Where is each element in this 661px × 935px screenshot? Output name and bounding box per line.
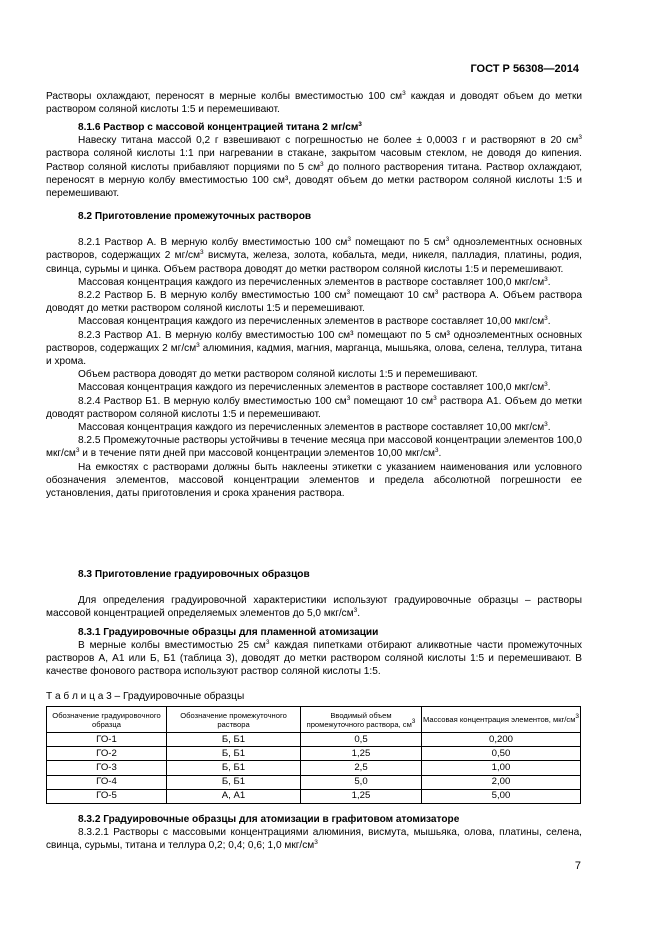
table-header: Обозначение промежуточного раствора <box>167 707 301 733</box>
table-header: Обозначение градуировочного образца <box>47 707 167 733</box>
section-8-1-5-end: Растворы охлаждают, переносят в мерные колбы вместимостью 100 $см^3$ каждая и доводят объем до метки раствором соляной кислоты 1:5 и перемешивают. <box>46 90 583 116</box>
table-caption: Т а б л и ц а 3 – Градуировочные образцы <box>46 691 245 702</box>
section-8-2: 8.2 Приготовление промежуточных растворов 8.2.1 Раствор А. В мерную колбу вместимостью 100 $см^3$ помещают по 5 $см^3$ одноэлементных основных растворов, содержащих 2 $мг/см^3$ висмута, железа, золота, кобальта, меди, никеля, палладия, платины, родия, свинца, сурьмы и цинка. Объем раствора доводят до метки раствором соляной кислоты 1:5 и перемешивают. Массовая концентрация каждого из перечисленных элементов в растворе составляет 100,0 мкг/$см^3$. 8.2.2 Раствор Б. В мерную колбу вместимостью 100 $см^3$ помещают 10 $см^3$ раствора А. Объем раствора доводят до метки раствором соляной кислоты 1:5 и перемешивают. Массовая концентрация каждого из перечисленных элементов в растворе составляет 10,00 мкг/$см^3$. 8.2.3 Раствор А1. В мерную колбу вместимостью 100 см³ помещают по 5 см³ одноэлементных основных растворов, содержащих 2 $мг/см^3$ алюминия, кадмия, магния, марганца, мышьяка, олова, селена, теллура, титана и хрома. Объем раствора доводят до метки раствором соляной кислоты 1:5 и перемешивают. Массовая концентрация каждого из перечисленных элементов в растворе составляет 100,0 мкг/$см^3$. 8.2.4 Раствор Б1. В мерную колбу вместимостью 100 $см^3$ помещают 10 $см^3$ раствора А1. Объем до метки доводят раствором соляной кислоты 1:5 и перемешивают. Массовая концентрация каждого из перечисленных элементов в растворе составляет 10,00 мкг/$см^3$. 8.2.5 Промежуточные растворы устойчивы в течение месяца при массовой концентрации элементов 100,0 мкг/$см^3$ и в течение пяти дней при массовой концентрации элементов 10,00 мкг/$см^3$. На емкостях с растворами должны быть наклеены этикетки с указанием наименования или условного обозначения элементов, массовой концентрации элементов и предела абсолютной погрешности ее установления, даты приготовления и срока хранения раствора. <box>46 211 583 500</box>
calibration-table <box>46 706 581 804</box>
document-header: ГОСТ Р 56308—2014 <box>470 63 579 75</box>
table-row: ГО-5 А, А1 1,25 5,00 <box>47 789 581 803</box>
table-header: Вводимый объем промежуточного раствора, $см^3$ <box>301 707 422 733</box>
table-row: ГО-4 Б, Б1 5,0 2,00 <box>47 775 581 789</box>
table-row: ГО-1 Б, Б1 0,5 0,200 <box>47 733 581 747</box>
table-row: ГО-3 Б, Б1 2,5 1,00 <box>47 761 581 775</box>
section-8-3: 8.3 Приготовление градуировочных образцов Для определения градуировочной характеристики используют градуировочные образцы – растворы массовой концентрацией определяемых элементов до 5,0 мкг/$см^3$. 8.3.1 Градуировочные образцы для пламенной атомизации В мерные колбы вместимостью 25 $см^3$ каждая пипетками отбирают аликвотные части промежуточных растворов А, А1 или Б, Б1 (таблица 3), доводят до метки раствором соляной кислоты 1:5 и перемешивают. В качестве фонового раствора используют раствор соляной кислоты 1:5. <box>46 569 582 678</box>
table-row: ГО-2 Б, Б1 1,25 0,50 <box>47 747 581 761</box>
section-8-3-2: 8.3.2 Градуировочные образцы для атомизации в графитовом атомизаторе 8.3.2.1 Растворы с массовыми концентрациями алюминия, висмута, мышьяка, олова, платины, селена, свинца, сурьмы, титана и теллура 0,2; 0,4; 0,6; 1,0 мкг/$см^3$ <box>46 814 582 852</box>
table-header: Массовая концентрация элементов, мкг/$см^3$ <box>422 707 581 733</box>
section-8-1-6: 8.1.6 Раствор с массовой концентрацией титана 2 $мг/см^3$ Навеску титана массой 0,2 г взвешивают с погрешностью не более ± 0,0003 г и растворяют в 20 $см^3$ раствора соляной кислоты 1:1 при нагревании в стакане, закрытом часовым стеклом, не доводя до кипения. Раствор соляной кислоты прибавляют порциями по 5 $см^3$ до полного растворения титана. Раствор охлаждают, переносят в мерную колбу вместимостью 100 см³, доводят объем до метки раствором соляной кислоты 1:5 и перемешивают. <box>46 121 583 200</box>
page-number: 7 <box>574 860 581 872</box>
